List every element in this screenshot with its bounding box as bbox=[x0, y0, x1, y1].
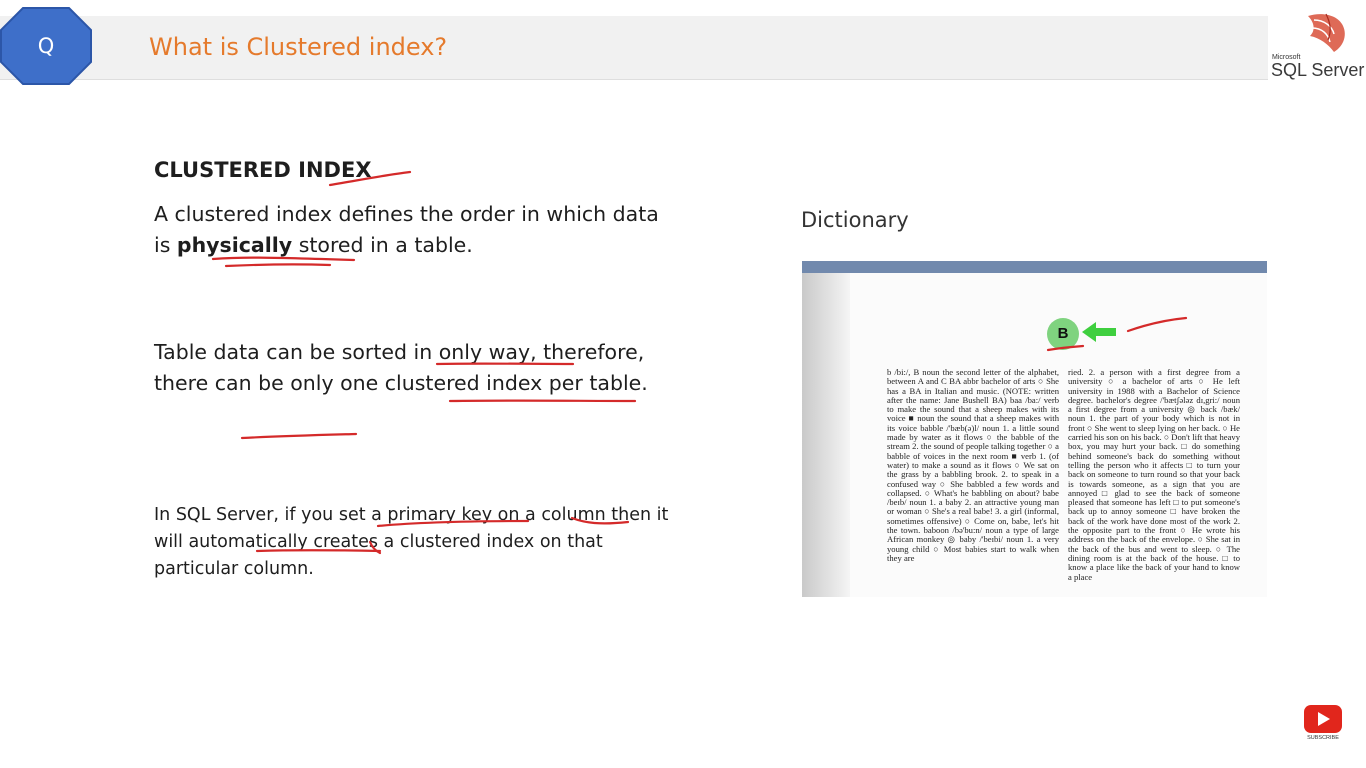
play-icon bbox=[1304, 705, 1342, 733]
question-badge bbox=[0, 7, 92, 85]
annotation-per-table-underline bbox=[242, 434, 356, 438]
paragraph-sorting: Table data can be sorted in only way, therefore, there can be only one clustered index per table. bbox=[154, 340, 648, 395]
paragraph-definition-text-2: stored in a table. bbox=[292, 233, 473, 257]
logo-sql-server-text: SQL Server bbox=[1271, 60, 1365, 80]
annotation-physically-underline-2 bbox=[226, 264, 330, 266]
dictionary-image bbox=[802, 261, 1267, 597]
youtube-icon bbox=[1304, 705, 1342, 733]
paragraph-definition bbox=[154, 199, 674, 261]
dictionary-label: Dictionary bbox=[801, 208, 909, 232]
logo-microsoft-text: Microsoft bbox=[1272, 54, 1301, 61]
sql-server-logo bbox=[1268, 10, 1363, 82]
dictionary-column-left: b /bi:/, B noun the second letter of the alphabet, between A and C BA abbr bachelor of arts ○ She has a BA in Italian and music. (NOTE: written after the name: Jane Bushell BA) baa /ba:/ verb to make the sound that a sheep makes with its voice ■ noun the sound that a sheep makes with its voice babble /'bæb(ə)l/ noun 1. a little sound made by water as it flows ○ the babble of the stream 2. the sound of people talking together ○ a babble of voices in the next room ■ verb 1. (of water) to make a sound as it flows ○ We sat on the grass by a babbling brook. 2. to speak in a confused way ○ She babbled a few words and collapsed. ○ What's he babbling on about? babe /beɪb/ noun 1. a baby 2. an attractive young man or woman ○ She's a real babe! 3. a girl (informal, sometimes offensive) ○ Come on, babe, let's hit the town. baboon /bə'bu:n/ noun a type of large African monkey ◎ baby /'beɪbi/ noun 1. a very young child ○ Most babies start to walk when they are bbox=[887, 367, 1059, 563]
subscribe-button[interactable] bbox=[1304, 705, 1342, 741]
paragraph-primary-key: In SQL Server, if you set a primary key on a column then it will automatically creates a clustered index on that particular column. bbox=[154, 505, 669, 579]
paragraph-definition-bold: physically bbox=[176, 233, 293, 257]
question-badge-letter: Q bbox=[37, 34, 55, 58]
sql-server-logo-icon bbox=[1268, 10, 1363, 58]
subscribe-label: SUBSCRIBE bbox=[1307, 735, 1339, 741]
dictionary-column-right: ried. 2. a person with a first degree from a university ○ a bachelor of arts ○ He left university in 1988 with a Bachelor of Science degree. bachelor's degree /'bætʃələz dɪ,gri:/ noun a first degree from a university ◎ back /bæk/ noun 1. the part of your body which is not in front ○ She went to sleep lying on her back. ○ He carried his son on his back. ○ Don't lift that heavy box, you may hurt your back. □ do something behind someone's back do something without telling the person who it affects □ to turn your back on someone to turn round so that your back is towards someone, as a sign that you are annoyed □ glad to see the back of someone pleased that someone has left □ to put someone's back up to annoy someone □ have broken the back of the work have done most of the work 2. the opposite part to the front ○ He wrote his address on the back of the envelope. ○ She sat in the back of the bus and went to sleep. ○ The dining room is at the back of the house. □ to know a place like the back of your hand to know a place bbox=[1068, 367, 1240, 582]
dictionary-spine bbox=[802, 273, 850, 597]
green-arrow-icon bbox=[1082, 321, 1118, 343]
slide-title: What is Clustered index? bbox=[149, 33, 448, 61]
dictionary-letter-badge: B bbox=[1047, 318, 1079, 350]
paragraph-definition-text-1: A clustered index defines the order in which data is bbox=[154, 202, 659, 257]
section-heading: CLUSTERED INDEX bbox=[154, 158, 372, 182]
